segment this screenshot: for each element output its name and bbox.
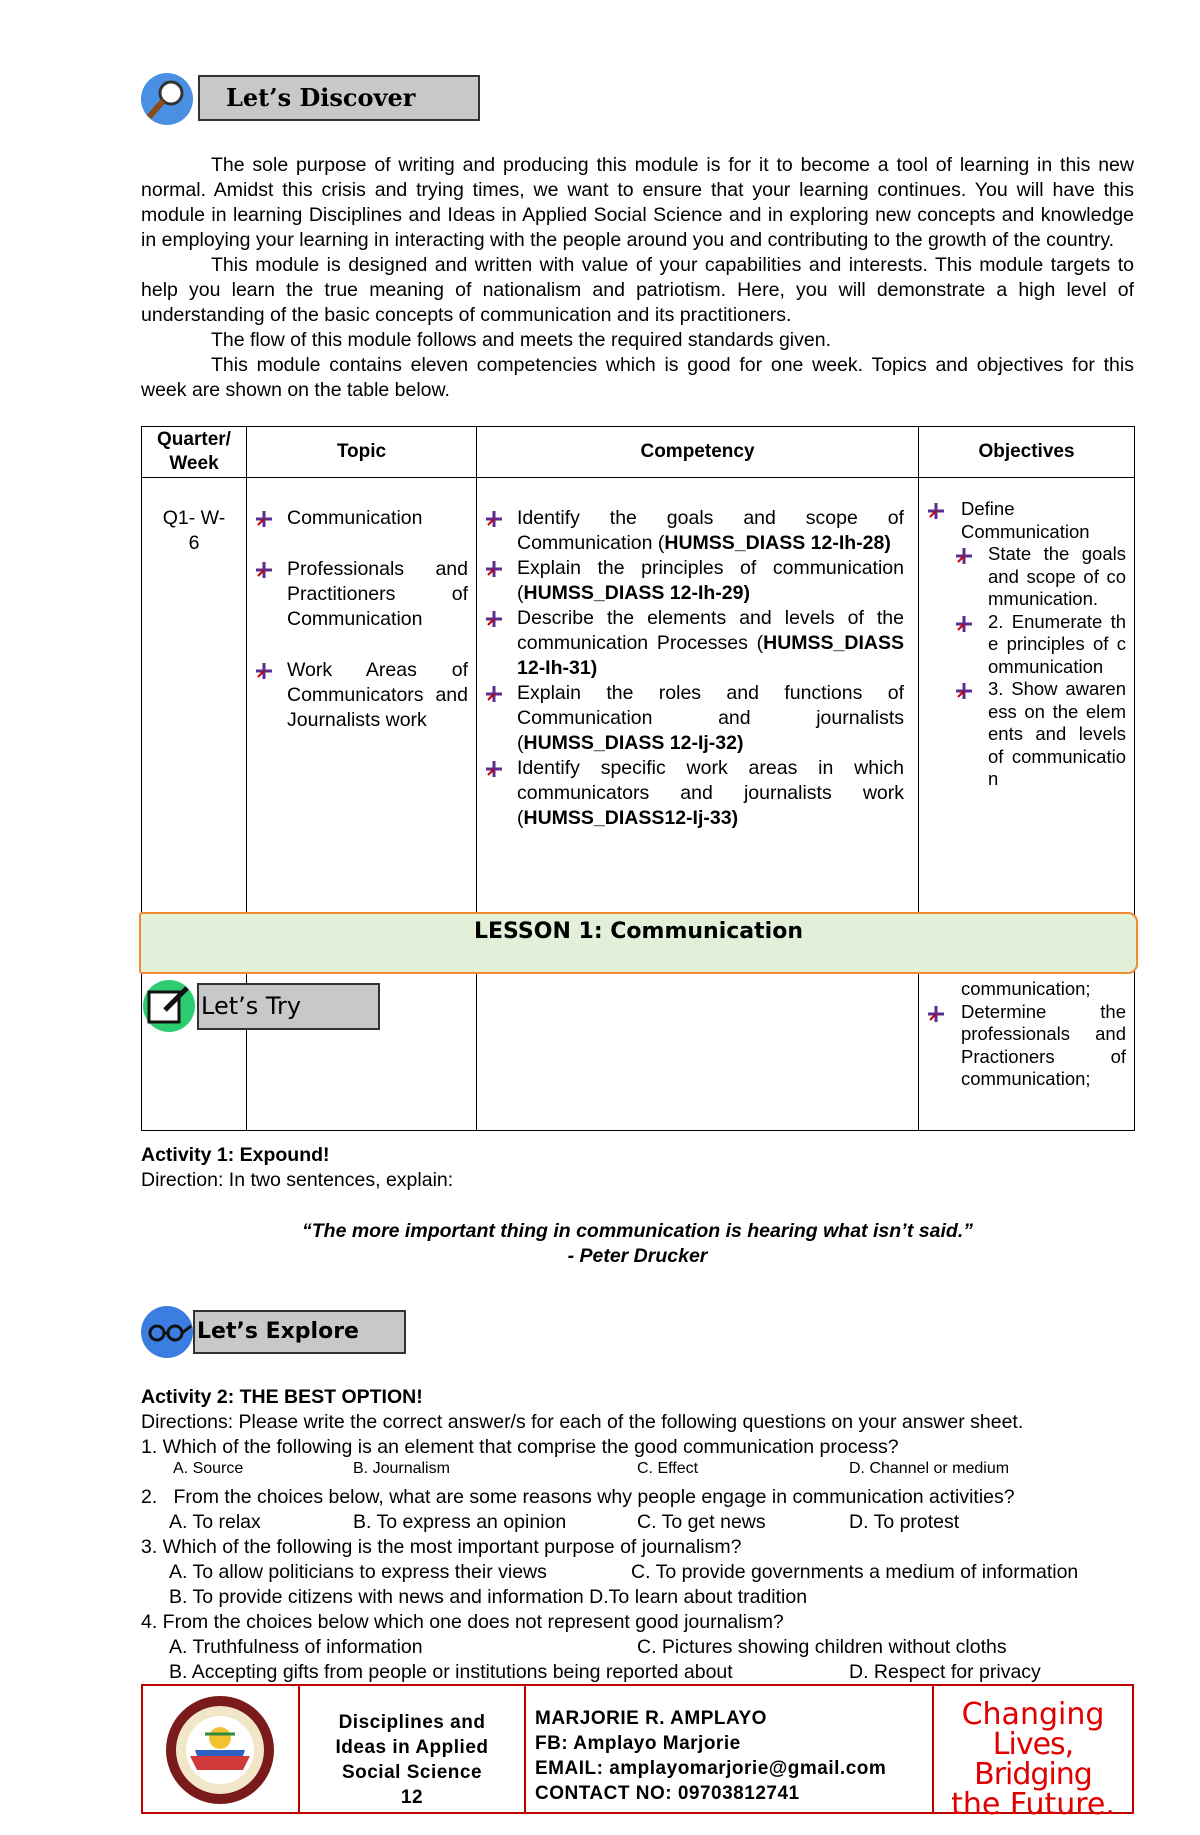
footer-contact-cell — [526, 1686, 934, 1812]
competency-code: HUMSS_DIASS 12-Ih-31) — [517, 632, 904, 679]
objectives-continued — [921, 978, 1126, 1091]
choice: A. To relax — [169, 1511, 261, 1533]
competency-code: HUMSS_DIASS 12-Ij-32) — [523, 732, 744, 754]
footer-subject-cell — [300, 1686, 526, 1812]
list-item — [249, 658, 468, 733]
footer-motto-cell — [934, 1686, 1132, 1822]
list-item — [921, 498, 1126, 543]
choice: A. Truthfulness of information — [169, 1636, 423, 1658]
list-item — [249, 506, 468, 531]
author-fb: FB: Amplayo Marjorie — [535, 1733, 741, 1754]
objective-tail: communication; — [961, 978, 1091, 999]
list-item — [921, 678, 1126, 791]
author-contact: CONTACT NO: 09703812741 — [535, 1783, 800, 1804]
topic-cell — [247, 478, 477, 1131]
objective-sub: 3. Show awareness on the elements and levels of communication — [988, 678, 1126, 789]
bullet-icon — [927, 502, 945, 520]
intro-section — [141, 153, 1134, 403]
activity-1-title: Activity 1: Expound! — [141, 1144, 330, 1166]
choice: A. To allow politicians to express their views — [169, 1561, 547, 1583]
motto-line: Lives, Bridging — [974, 1727, 1092, 1792]
question-1-choices — [141, 1460, 1141, 1485]
bullet-icon — [955, 682, 973, 700]
bullet-icon — [485, 610, 503, 628]
subject-line: Social Science — [341, 1762, 483, 1783]
intro-paragraph-1: The sole purpose of writing and producing this module is for it to become a tool of learning in this new normal. Amidst this crisis and trying times, we want to ensure that your learning continues. You will have this module in learning Disciplines and Ideas in Applied Social Science and in exploring new concepts and knowledge in employing your learning in interacting with the people around you and contributing to the growth of the country. — [141, 154, 1134, 251]
objective-define: Define Communication — [961, 498, 1090, 542]
objective-sub: State the goals and scope of communication. — [988, 543, 1126, 609]
header-objectives: Objectives — [919, 427, 1135, 478]
choice: C. To provide governments a medium of information — [631, 1561, 1079, 1583]
header-quarter: Quarter/ — [157, 429, 231, 450]
motto-line: the Future. — [951, 1787, 1115, 1822]
intro-paragraph-3: The flow of this module follows and meets the required standards given. — [211, 329, 832, 351]
competency-text: Explain the principles of communication ( — [517, 557, 904, 604]
bullet-icon — [485, 685, 503, 703]
competency-code: HUMSS_DIASS 12-Ih-29) — [523, 582, 750, 604]
lets-try-banner: Let’s Try — [197, 983, 380, 1030]
choice: B. Journalism — [353, 1460, 450, 1477]
bullet-icon — [955, 615, 973, 633]
subject-line: Disciplines and — [338, 1712, 486, 1733]
bullet-icon — [927, 1005, 945, 1023]
pencil-icon — [143, 980, 195, 1032]
question-1: 1. Which of the following is an element that comprise the good communication process? — [141, 1436, 899, 1458]
question-4-choices-row2 — [141, 1660, 1141, 1685]
footer-logo-cell — [143, 1686, 300, 1812]
list-item — [921, 611, 1126, 679]
competency-cell — [477, 478, 919, 1131]
glasses-icon — [141, 1306, 193, 1358]
topic-list — [249, 506, 468, 733]
list-item — [249, 557, 468, 632]
question-3-choices-row1 — [141, 1560, 1141, 1585]
bullet-icon — [485, 760, 503, 778]
bullet-icon — [485, 510, 503, 528]
table-header-row — [142, 427, 1135, 478]
objectives-cell — [919, 478, 1135, 1131]
activity-2-directions: Directions: Please write the correct answer/s for each of the following questions on your answer sheet. — [141, 1411, 1024, 1433]
objective-sub: 2. Enumerate the principles of communication — [988, 610, 1126, 677]
topic-label: Communication — [287, 507, 423, 529]
author-email: EMAIL: amplayomarjorie@gmail.com — [535, 1758, 887, 1779]
footer — [141, 1684, 1134, 1822]
list-item — [479, 506, 904, 556]
objectives-list — [921, 498, 1126, 791]
choice: D. Respect for privacy — [849, 1661, 1041, 1683]
quarter-cell — [142, 478, 247, 1131]
subject-line: 12 — [400, 1787, 424, 1808]
topic-label: Professionals and Practitioners of Communication — [287, 558, 468, 630]
school-seal-logo — [155, 1694, 285, 1806]
competency-code: HUMSS_DIASS12-Ij-33) — [523, 807, 739, 829]
magnifier-icon — [141, 73, 193, 125]
choice: A. Source — [173, 1460, 244, 1477]
bullet-icon — [255, 662, 273, 680]
topic-label: Work Areas of Communicators and Journalists work — [287, 659, 468, 731]
list-item — [479, 756, 904, 831]
competency-list — [479, 506, 904, 831]
lesson-title: LESSON 1: Communication — [474, 919, 803, 944]
objectives-list-2 — [921, 1001, 1126, 1091]
choice: B. Accepting gifts from people or institutions being reported about — [169, 1661, 733, 1683]
bullet-icon — [955, 547, 973, 565]
quarter-value: Q1- W- 6 — [162, 507, 226, 554]
activity-2-title: Activity 2: THE BEST OPTION! — [141, 1386, 423, 1408]
question-3-choices-row2: B. To provide citizens with news and information D.To learn about tradition — [169, 1586, 808, 1608]
choice: C. Effect — [637, 1460, 699, 1477]
motto-line: Changing — [961, 1697, 1105, 1732]
competency-text: Describe the elements and levels of the communication Processes ( — [517, 607, 904, 654]
list-item — [921, 543, 1126, 611]
activity-2 — [141, 1385, 1141, 1685]
header-topic: Topic — [247, 427, 477, 478]
quote-text: “The more important thing in communication is hearing what isn’t said.” — [302, 1220, 973, 1242]
question-2-choices — [141, 1510, 1141, 1535]
list-item — [479, 556, 904, 606]
bullet-icon — [255, 510, 273, 528]
choice: D. Channel or medium — [849, 1460, 1010, 1477]
list-item — [479, 606, 904, 681]
list-item — [479, 681, 904, 756]
activity-1 — [141, 1143, 1134, 1269]
choice: B. To express an opinion — [353, 1511, 567, 1533]
objective-determine: Determine the professionals and Practioners of communication; — [961, 1000, 1126, 1089]
competency-code: HUMSS_DIASS 12-Ih-28) — [664, 532, 891, 554]
question-4: 4. From the choices below which one does not represent good journalism? — [141, 1611, 784, 1633]
bullet-icon — [485, 560, 503, 578]
lets-discover-banner: Let’s Discover — [198, 75, 480, 121]
choice: D. To protest — [849, 1511, 960, 1533]
lets-explore-banner: Let’s Explore — [193, 1310, 406, 1354]
header-week: Week — [169, 453, 219, 474]
table-row — [142, 478, 1135, 1131]
header-competency: Competency — [477, 427, 919, 478]
question-2: 2. From the choices below, what are some reasons why people engage in communication activities? — [141, 1486, 1015, 1508]
activity-1-direction: Direction: In two sentences, explain: — [141, 1169, 454, 1191]
author-name: MARJORIE R. AMPLAYO — [535, 1708, 767, 1729]
lesson-title-banner — [139, 912, 1138, 974]
bullet-icon — [255, 561, 273, 579]
intro-paragraph-4: This module contains eleven competencies which is good for one week. Topics and objectives for this week are shown on the table below. — [141, 354, 1134, 401]
choice: C. Pictures showing children without cloths — [637, 1636, 1007, 1658]
subject-line: Ideas in Applied — [335, 1737, 489, 1758]
question-4-choices-row1 — [141, 1635, 1141, 1660]
choice: C. To get news — [637, 1511, 766, 1533]
header-quarter-week — [142, 427, 247, 478]
quote-author: - Peter Drucker — [567, 1245, 708, 1267]
competency-text: Explain the roles and functions of Communication and journalists ( — [517, 682, 904, 754]
list-item — [921, 1001, 1126, 1091]
intro-paragraph-2: This module is designed and written with value of your capabilities and interests. This module targets to help you learn the true meaning of nationalism and patriotism. Here, you will demonstrate a high level of understanding of the basic concepts of communication and its practitioners. — [141, 254, 1134, 326]
competency-text: Identify specific work areas in which communicators and journalists work ( — [517, 757, 904, 829]
competency-text: Identify the goals and scope of Communication ( — [517, 507, 904, 554]
question-3: 3. Which of the following is the most important purpose of journalism? — [141, 1536, 742, 1558]
